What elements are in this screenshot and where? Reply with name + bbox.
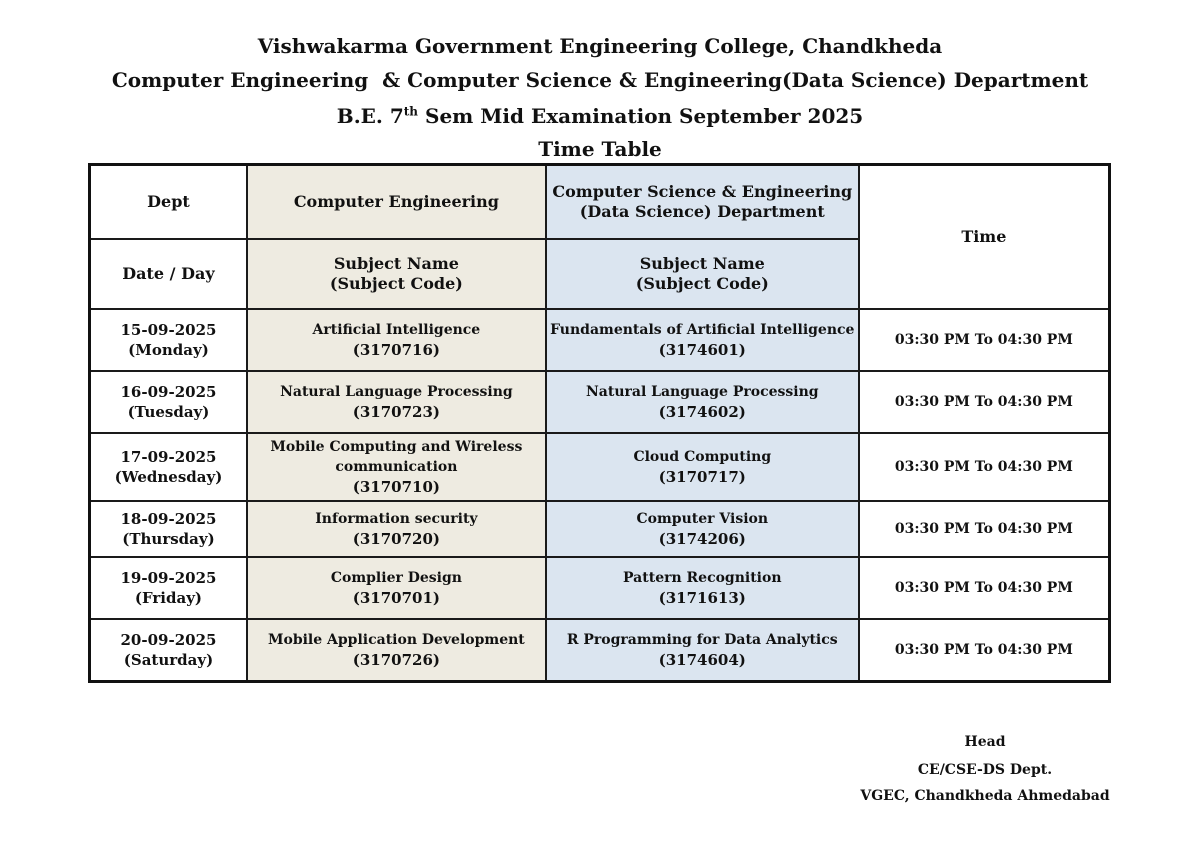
day-text: (Saturday) — [123, 651, 214, 669]
day-text: (Wednesday) — [114, 468, 223, 486]
ce-subject-name: Artificial Intelligence — [312, 322, 481, 338]
ds-subject-code: (3174206) — [658, 530, 746, 548]
ds-subject-cell — [546, 309, 859, 371]
table-row — [90, 433, 1110, 501]
ds-subject-code: (3170717) — [658, 468, 746, 486]
table-row — [90, 309, 1110, 371]
ce-subject-cell — [247, 371, 546, 433]
time-cell: 03:30 PM To 04:30 PM — [859, 619, 1110, 682]
ds-subject-cell — [546, 619, 859, 682]
col-ds-header — [546, 165, 859, 240]
ce-subject-name-line2: communication — [335, 459, 458, 475]
ce-subject-name: Complier Design — [330, 570, 462, 586]
col-date-header: Date / Day — [90, 239, 247, 309]
ds-subject-header-line1: Subject Name — [639, 254, 765, 273]
ds-subject-name: Computer Vision — [636, 511, 769, 527]
ce-subject-code: (3170710) — [352, 478, 441, 496]
day-text: (Tuesday) — [127, 403, 210, 421]
ds-subject-cell — [546, 501, 859, 557]
exam-title-suffix: Sem Mid Examination September 2025 — [418, 104, 864, 128]
date-cell — [90, 557, 247, 619]
time-cell: 03:30 PM To 04:30 PM — [859, 501, 1110, 557]
date-text: 15-09-2025 — [120, 321, 217, 339]
date-text: 16-09-2025 — [120, 383, 217, 401]
col-time-header: Time — [859, 165, 1110, 310]
ce-subject-code: (3170723) — [352, 403, 441, 421]
ce-subject-header-line1: Subject Name — [333, 254, 459, 273]
col-dept-header: Dept — [90, 165, 247, 240]
day-text: (Monday) — [128, 341, 209, 359]
ce-subject-name-line1: Mobile Computing and Wireless — [270, 439, 523, 455]
doc-title: Time Table — [538, 137, 662, 161]
ds-subject-code: (3171613) — [658, 589, 746, 607]
time-cell: 03:30 PM To 04:30 PM — [859, 433, 1110, 501]
ds-subject-code: (3174604) — [658, 651, 746, 669]
ce-subject-code: (3170716) — [352, 341, 441, 359]
table-row — [90, 501, 1110, 557]
time-cell: 03:30 PM To 04:30 PM — [859, 557, 1110, 619]
ce-subject-code: (3170720) — [352, 530, 441, 548]
ce-subject-header — [247, 239, 546, 309]
date-cell — [90, 501, 247, 557]
date-text: 20-09-2025 — [120, 631, 217, 649]
date-cell — [90, 619, 247, 682]
signature-title: Head — [964, 734, 1006, 750]
day-text: (Friday) — [134, 589, 203, 607]
signature-dept: CE/CSE-DS Dept. — [917, 762, 1053, 778]
exam-title-sup: th — [403, 104, 419, 119]
ds-subject-header-line2: (Subject Code) — [635, 274, 769, 293]
table-row — [90, 619, 1110, 682]
col-ds-header-line2: (Data Science) Department — [579, 202, 825, 221]
ce-subject-code: (3170701) — [352, 589, 441, 607]
timetable — [88, 163, 1111, 683]
ds-subject-cell — [546, 557, 859, 619]
ce-subject-name: Information security — [315, 511, 478, 527]
day-text: (Thursday) — [122, 530, 215, 548]
signature-institute: VGEC, Chandkheda Ahmedabad — [860, 788, 1110, 804]
ce-subject-code: (3170726) — [352, 651, 441, 669]
table-row — [90, 557, 1110, 619]
ds-subject-name: R Programming for Data Analytics — [566, 632, 838, 648]
ce-subject-cell — [247, 619, 546, 682]
time-cell: 03:30 PM To 04:30 PM — [859, 309, 1110, 371]
ds-subject-name: Natural Language Processing — [585, 384, 819, 400]
ds-subject-header — [546, 239, 859, 309]
ce-subject-cell — [247, 433, 546, 501]
col-ce-header: Computer Engineering — [247, 165, 546, 240]
date-text: 17-09-2025 — [120, 448, 217, 466]
ce-subject-name: Natural Language Processing — [280, 384, 513, 400]
date-text: 18-09-2025 — [120, 510, 217, 528]
date-text: 19-09-2025 — [120, 569, 217, 587]
exam-title-prefix: B.E. 7 — [336, 104, 404, 128]
date-cell — [90, 433, 247, 501]
ce-subject-cell — [247, 309, 546, 371]
table-row — [90, 371, 1110, 433]
ds-subject-name: Cloud Computing — [633, 449, 772, 465]
ds-subject-cell — [546, 371, 859, 433]
ce-subject-header-line2: (Subject Code) — [329, 274, 463, 293]
college-name: Vishwakarma Government Engineering College, Chandkheda — [257, 34, 943, 58]
ds-subject-code: (3174601) — [658, 341, 746, 359]
ds-subject-code: (3174602) — [658, 403, 746, 421]
ce-subject-cell — [247, 557, 546, 619]
ce-subject-name: Mobile Application Development — [267, 632, 525, 648]
department-name: Computer Engineering & Computer Science & Engineering(Data Science) Department — [111, 68, 1089, 92]
date-cell — [90, 371, 247, 433]
ds-subject-name: Fundamentals of Artificial Intelligence — [550, 322, 855, 338]
ds-subject-name: Pattern Recognition — [623, 570, 782, 586]
date-cell — [90, 309, 247, 371]
exam-title — [0, 104, 1200, 128]
header-row-1 — [90, 165, 1110, 240]
col-ds-header-line1: Computer Science & Engineering — [552, 182, 853, 201]
ce-subject-cell — [247, 501, 546, 557]
time-cell: 03:30 PM To 04:30 PM — [859, 371, 1110, 433]
ds-subject-cell — [546, 433, 859, 501]
